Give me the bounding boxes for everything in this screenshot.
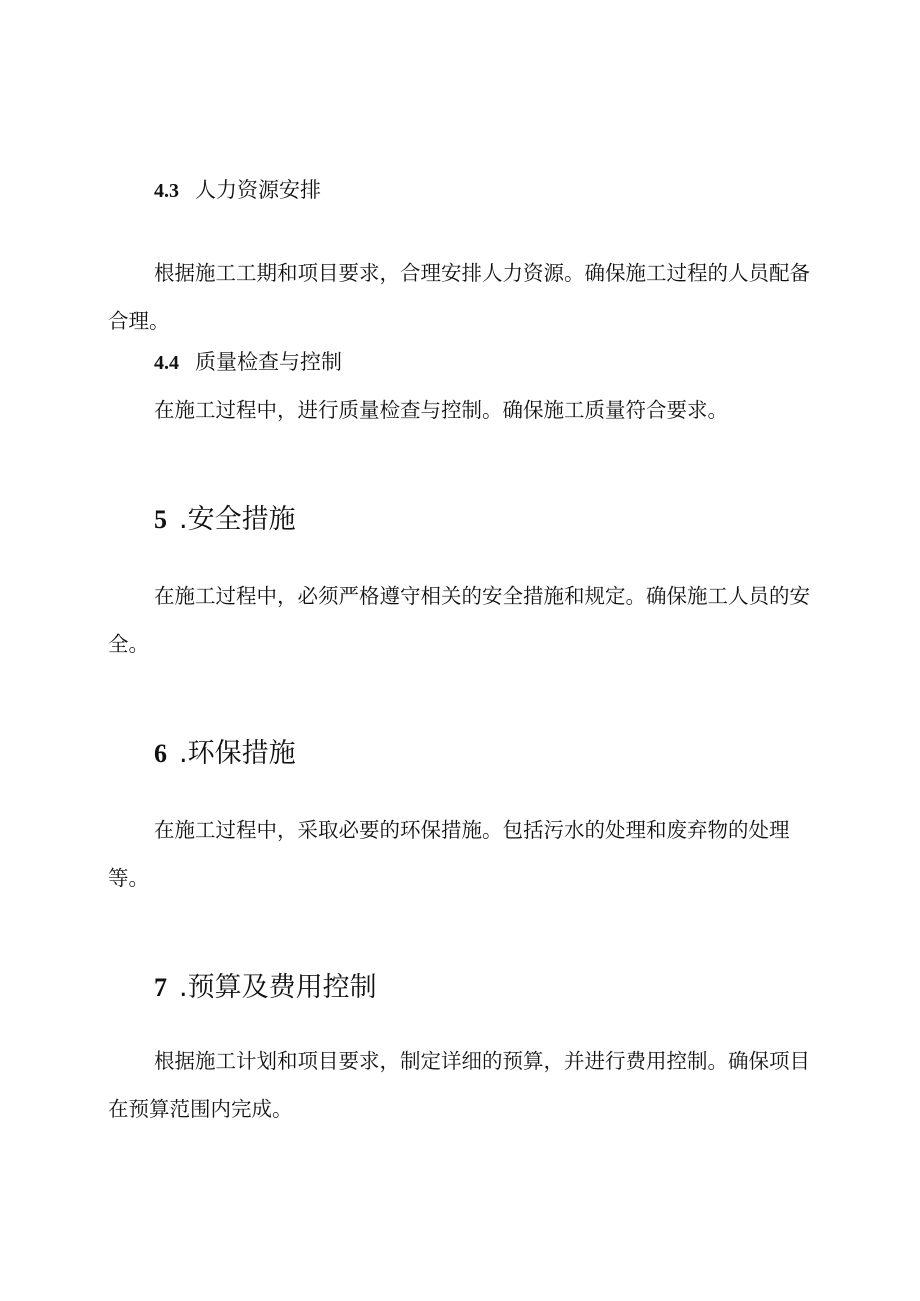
section-4-3-number: 4.3	[154, 180, 179, 202]
section-4-4-number: 4.4	[154, 352, 179, 374]
section-6-paragraph: 在施工过程中，采取必要的环保措施。包括污水的处理和废弃物的处理等。	[108, 818, 790, 890]
section-7-number: 7	[154, 973, 167, 1002]
section-5-title: .安全措施	[179, 504, 296, 535]
section-4-3-paragraph: 根据施工工期和项目要求，合理安排人力资源。确保施工过程的人员配备合理。	[108, 261, 810, 333]
section-5-heading	[154, 502, 296, 538]
section-4-4-heading	[154, 348, 342, 377]
section-4-3-title: 人力资源安排	[195, 178, 321, 202]
section-5-number: 5	[154, 505, 167, 534]
section-6-title: .环保措施	[179, 738, 296, 769]
section-5-paragraph: 在施工过程中，必须严格遵守相关的安全措施和规定。确保施工人员的安全。	[108, 584, 810, 656]
section-4-4-title: 质量检查与控制	[195, 350, 342, 374]
section-7-title: .预算及费用控制	[179, 972, 377, 1003]
section-6-number: 6	[154, 739, 167, 768]
section-4-4-paragraph: 在施工过程中，进行质量检查与控制。确保施工质量符合要求。	[154, 398, 728, 422]
section-7-heading	[154, 970, 377, 1006]
section-7-paragraph: 根据施工计划和项目要求，制定详细的预算，并进行费用控制。确保项目在预算范围内完成。	[108, 1049, 810, 1121]
section-4-3-heading	[154, 176, 321, 205]
section-6-heading	[154, 736, 296, 772]
